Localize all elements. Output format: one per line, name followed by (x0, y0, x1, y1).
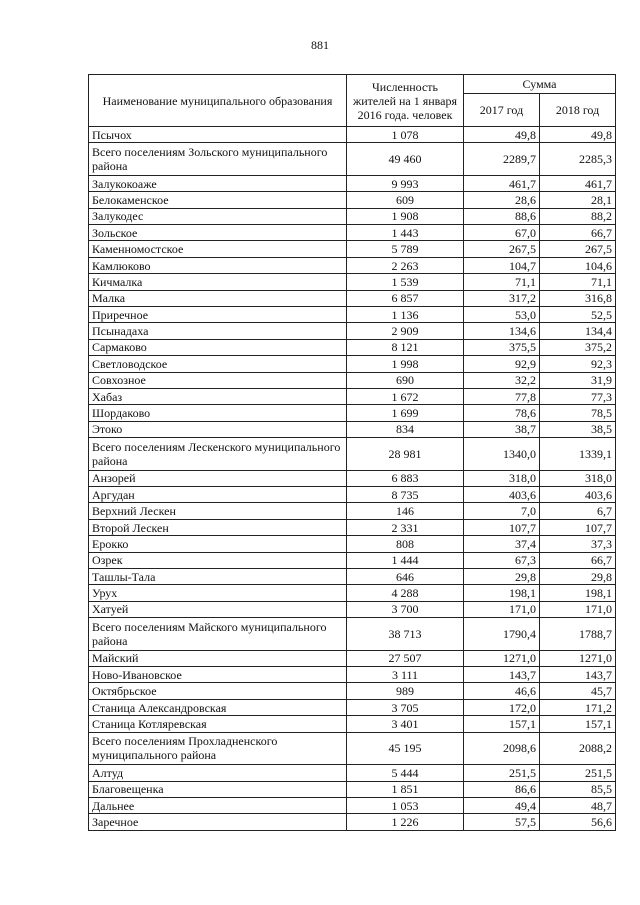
cell-municipality-name: Кичмалка (89, 274, 347, 290)
cell-sum-2017: 71,1 (464, 274, 540, 290)
table-row (89, 667, 616, 683)
cell-municipality-name: Озрек (89, 552, 347, 568)
cell-sum-2017: 172,0 (464, 699, 540, 715)
cell-municipality-name: Сармаково (89, 339, 347, 355)
cell-population: 808 (347, 536, 464, 552)
cell-municipality-name: Всего поселениям Лескенского муниципального района (89, 438, 347, 471)
cell-municipality-name: Приречное (89, 307, 347, 323)
cell-municipality-name: Алтуд (89, 765, 347, 781)
cell-sum-2017: 104,7 (464, 257, 540, 273)
cell-municipality-name: Светловодское (89, 356, 347, 372)
header-name-column: Наименование муниципального образования (89, 75, 347, 127)
table-row (89, 192, 616, 208)
cell-municipality-name: Камлюково (89, 257, 347, 273)
cell-municipality-name: Верхний Лескен (89, 503, 347, 519)
cell-municipality-name: Совхозное (89, 372, 347, 388)
cell-sum-2018: 198,1 (540, 585, 616, 601)
cell-sum-2018: 171,2 (540, 699, 616, 715)
header-year-2018: 2018 год (540, 94, 616, 127)
cell-sum-2018: 1271,0 (540, 650, 616, 666)
cell-population: 1 078 (347, 127, 464, 143)
cell-population: 1 136 (347, 307, 464, 323)
cell-sum-2018: 66,7 (540, 225, 616, 241)
table-row (89, 339, 616, 355)
cell-sum-2018: 6,7 (540, 503, 616, 519)
cell-population: 3 401 (347, 716, 464, 732)
cell-sum-2017: 29,8 (464, 568, 540, 584)
table-row (89, 372, 616, 388)
cell-sum-2017: 78,6 (464, 405, 540, 421)
cell-sum-2017: 157,1 (464, 716, 540, 732)
cell-municipality-name: Станица Котляревская (89, 716, 347, 732)
cell-population: 2 909 (347, 323, 464, 339)
page-number: 881 (311, 38, 329, 52)
cell-municipality-name: Каменномостское (89, 241, 347, 257)
cell-sum-2018: 92,3 (540, 356, 616, 372)
cell-population: 1 699 (347, 405, 464, 421)
table-row (89, 519, 616, 535)
cell-municipality-name: Майский (89, 650, 347, 666)
cell-sum-2018: 88,2 (540, 208, 616, 224)
table-row-district-total (89, 618, 616, 651)
cell-sum-2018: 45,7 (540, 683, 616, 699)
cell-sum-2017: 1790,4 (464, 618, 540, 651)
cell-sum-2018: 251,5 (540, 765, 616, 781)
cell-population: 146 (347, 503, 464, 519)
cell-municipality-name: Заречное (89, 814, 347, 830)
cell-population: 1 226 (347, 814, 464, 830)
cell-municipality-name: Анзорей (89, 470, 347, 486)
cell-population: 6 857 (347, 290, 464, 306)
cell-sum-2017: 143,7 (464, 667, 540, 683)
cell-population: 5 444 (347, 765, 464, 781)
cell-sum-2018: 318,0 (540, 470, 616, 486)
cell-municipality-name: Станица Александровская (89, 699, 347, 715)
cell-sum-2018: 37,3 (540, 536, 616, 552)
cell-sum-2018: 134,4 (540, 323, 616, 339)
cell-population: 27 507 (347, 650, 464, 666)
cell-population: 5 789 (347, 241, 464, 257)
table-row (89, 601, 616, 617)
cell-municipality-name: Всего поселениям Зольского муниципального района (89, 143, 347, 176)
cell-sum-2018: 107,7 (540, 519, 616, 535)
cell-sum-2017: 77,8 (464, 388, 540, 404)
cell-population: 1 908 (347, 208, 464, 224)
cell-population: 3 111 (347, 667, 464, 683)
header-sum-group: Сумма (464, 75, 616, 94)
cell-municipality-name: Хатуей (89, 601, 347, 617)
table-row (89, 552, 616, 568)
cell-sum-2017: 107,7 (464, 519, 540, 535)
cell-sum-2018: 31,9 (540, 372, 616, 388)
cell-population: 38 713 (347, 618, 464, 651)
cell-municipality-name: Аргудан (89, 487, 347, 503)
cell-sum-2017: 49,8 (464, 127, 540, 143)
table-row (89, 307, 616, 323)
cell-sum-2017: 38,7 (464, 421, 540, 437)
cell-sum-2018: 2088,2 (540, 732, 616, 765)
cell-sum-2017: 2098,6 (464, 732, 540, 765)
cell-sum-2017: 403,6 (464, 487, 540, 503)
table-row (89, 290, 616, 306)
header-year-2017: 2017 год (464, 94, 540, 127)
table-row (89, 470, 616, 486)
cell-sum-2018: 28,1 (540, 192, 616, 208)
cell-sum-2018: 157,1 (540, 716, 616, 732)
table-row (89, 650, 616, 666)
table-row-district-total (89, 143, 616, 176)
cell-population: 45 195 (347, 732, 464, 765)
cell-population: 2 263 (347, 257, 464, 273)
cell-sum-2018: 461,7 (540, 175, 616, 191)
cell-sum-2017: 37,4 (464, 536, 540, 552)
cell-municipality-name: Этоко (89, 421, 347, 437)
cell-sum-2017: 7,0 (464, 503, 540, 519)
cell-municipality-name: Псынадаха (89, 323, 347, 339)
cell-population: 8 735 (347, 487, 464, 503)
table-row (89, 208, 616, 224)
table-row (89, 503, 616, 519)
cell-sum-2017: 171,0 (464, 601, 540, 617)
table-row (89, 257, 616, 273)
cell-municipality-name: Всего поселениям Майского муниципального района (89, 618, 347, 651)
cell-sum-2018: 1788,7 (540, 618, 616, 651)
cell-sum-2017: 375,5 (464, 339, 540, 355)
cell-sum-2017: 67,0 (464, 225, 540, 241)
cell-population: 6 883 (347, 470, 464, 486)
table-row (89, 388, 616, 404)
cell-municipality-name: Залукодес (89, 208, 347, 224)
cell-sum-2018: 52,5 (540, 307, 616, 323)
table-row (89, 175, 616, 191)
cell-sum-2018: 143,7 (540, 667, 616, 683)
cell-municipality-name: Хабаз (89, 388, 347, 404)
cell-municipality-name: Ново-Ивановское (89, 667, 347, 683)
cell-municipality-name: Дальнее (89, 797, 347, 813)
cell-municipality-name: Октябрьское (89, 683, 347, 699)
table-body (89, 127, 616, 831)
cell-sum-2017: 1340,0 (464, 438, 540, 471)
cell-sum-2018: 48,7 (540, 797, 616, 813)
cell-sum-2018: 78,5 (540, 405, 616, 421)
cell-sum-2017: 92,9 (464, 356, 540, 372)
cell-population: 1 443 (347, 225, 464, 241)
budget-allocation-table (88, 74, 616, 831)
cell-sum-2018: 71,1 (540, 274, 616, 290)
table-row (89, 765, 616, 781)
cell-population: 3 700 (347, 601, 464, 617)
cell-population: 8 121 (347, 339, 464, 355)
table-row (89, 699, 616, 715)
table-row (89, 274, 616, 290)
table-row (89, 487, 616, 503)
cell-population: 1 053 (347, 797, 464, 813)
cell-population: 1 998 (347, 356, 464, 372)
cell-population: 1 444 (347, 552, 464, 568)
cell-population: 2 331 (347, 519, 464, 535)
table-row (89, 356, 616, 372)
table-row (89, 536, 616, 552)
cell-sum-2018: 56,6 (540, 814, 616, 830)
cell-population: 9 993 (347, 175, 464, 191)
cell-population: 28 981 (347, 438, 464, 471)
cell-sum-2017: 49,4 (464, 797, 540, 813)
cell-population: 3 705 (347, 699, 464, 715)
cell-sum-2017: 317,2 (464, 290, 540, 306)
cell-municipality-name: Благовещенка (89, 781, 347, 797)
cell-municipality-name: Зольское (89, 225, 347, 241)
cell-population: 1 672 (347, 388, 464, 404)
cell-sum-2018: 29,8 (540, 568, 616, 584)
cell-municipality-name: Второй Лескен (89, 519, 347, 535)
cell-sum-2018: 316,8 (540, 290, 616, 306)
cell-municipality-name: Белокаменское (89, 192, 347, 208)
cell-sum-2018: 2285,3 (540, 143, 616, 176)
cell-population: 1 851 (347, 781, 464, 797)
header-population-column: Численность жителей на 1 января 2016 года. человек (347, 75, 464, 127)
table-row-district-total (89, 438, 616, 471)
cell-sum-2017: 198,1 (464, 585, 540, 601)
cell-sum-2018: 66,7 (540, 552, 616, 568)
table-row (89, 716, 616, 732)
table-row (89, 323, 616, 339)
cell-sum-2018: 38,5 (540, 421, 616, 437)
table-row (89, 683, 616, 699)
table-row (89, 585, 616, 601)
table-row (89, 241, 616, 257)
cell-sum-2018: 1339,1 (540, 438, 616, 471)
cell-sum-2017: 2289,7 (464, 143, 540, 176)
cell-sum-2017: 134,6 (464, 323, 540, 339)
cell-population: 989 (347, 683, 464, 699)
cell-population: 690 (347, 372, 464, 388)
cell-municipality-name: Ташлы-Тала (89, 568, 347, 584)
cell-sum-2018: 85,5 (540, 781, 616, 797)
cell-population: 609 (347, 192, 464, 208)
cell-municipality-name: Урух (89, 585, 347, 601)
cell-municipality-name: Залукокоаже (89, 175, 347, 191)
cell-population: 49 460 (347, 143, 464, 176)
cell-sum-2017: 267,5 (464, 241, 540, 257)
table-row (89, 814, 616, 830)
table-row (89, 781, 616, 797)
cell-sum-2017: 53,0 (464, 307, 540, 323)
table-row (89, 797, 616, 813)
cell-sum-2018: 267,5 (540, 241, 616, 257)
table-row (89, 405, 616, 421)
cell-population: 1 539 (347, 274, 464, 290)
cell-sum-2017: 88,6 (464, 208, 540, 224)
cell-sum-2017: 28,6 (464, 192, 540, 208)
cell-sum-2017: 32,2 (464, 372, 540, 388)
cell-municipality-name: Всего поселениям Прохладненского муниципального района (89, 732, 347, 765)
cell-municipality-name: Псычох (89, 127, 347, 143)
cell-sum-2018: 49,8 (540, 127, 616, 143)
cell-sum-2018: 403,6 (540, 487, 616, 503)
cell-population: 646 (347, 568, 464, 584)
cell-sum-2017: 318,0 (464, 470, 540, 486)
cell-municipality-name: Шордаково (89, 405, 347, 421)
table-row (89, 421, 616, 437)
table-row (89, 225, 616, 241)
cell-sum-2017: 57,5 (464, 814, 540, 830)
cell-sum-2018: 77,3 (540, 388, 616, 404)
cell-municipality-name: Малка (89, 290, 347, 306)
cell-sum-2017: 461,7 (464, 175, 540, 191)
cell-population: 4 288 (347, 585, 464, 601)
cell-sum-2017: 67,3 (464, 552, 540, 568)
cell-sum-2017: 1271,0 (464, 650, 540, 666)
cell-sum-2017: 46,6 (464, 683, 540, 699)
table-row-district-total (89, 732, 616, 765)
cell-sum-2018: 171,0 (540, 601, 616, 617)
table-row (89, 568, 616, 584)
cell-sum-2018: 375,2 (540, 339, 616, 355)
cell-sum-2017: 251,5 (464, 765, 540, 781)
cell-municipality-name: Ерокко (89, 536, 347, 552)
cell-population: 834 (347, 421, 464, 437)
cell-sum-2018: 104,6 (540, 257, 616, 273)
table-row (89, 127, 616, 143)
cell-sum-2017: 86,6 (464, 781, 540, 797)
